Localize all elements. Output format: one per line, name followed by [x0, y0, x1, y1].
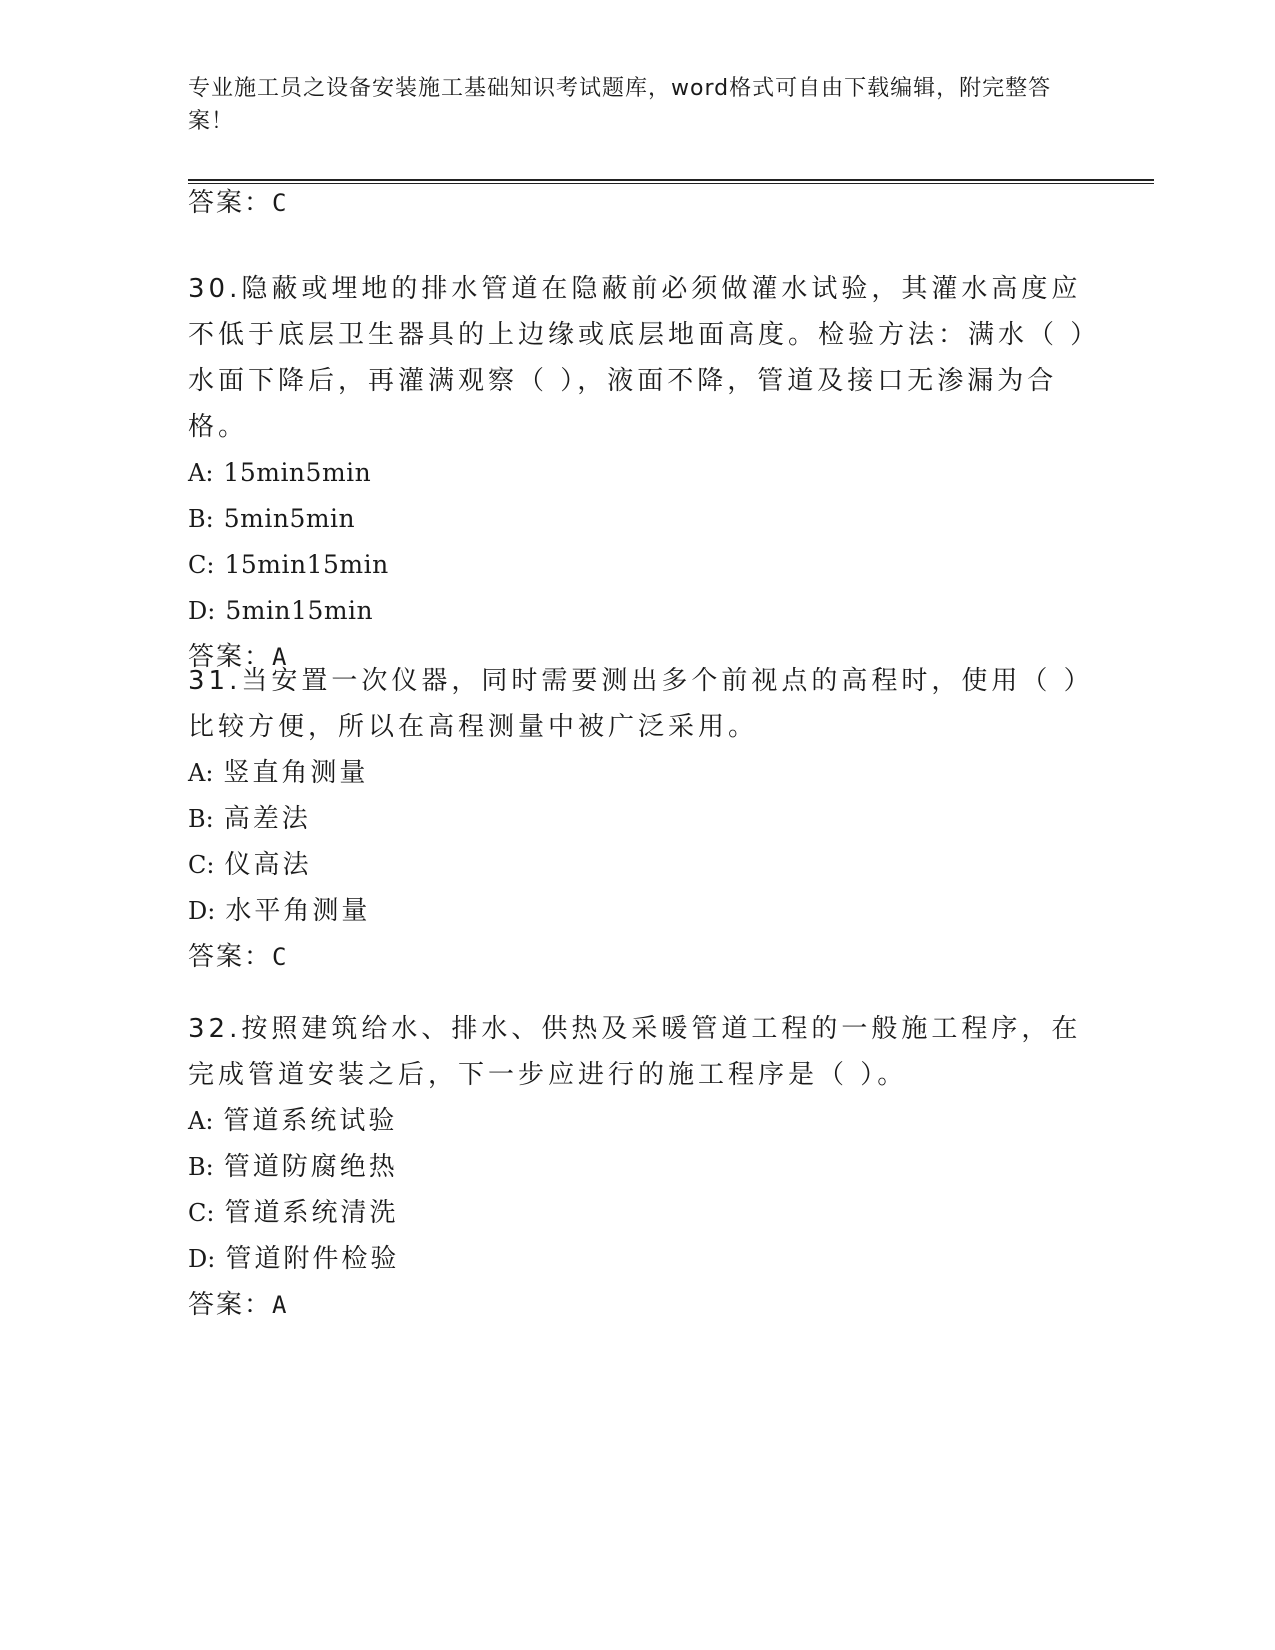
option-letter: C: — [188, 551, 215, 579]
question-stem: 32.按照建筑给水、排水、供热及采暖管道工程的一般施工程序，在完成管道安装之后，下一步应进行的施工程序是（ ）。 — [188, 1014, 1082, 1090]
option-text: 15min15min — [224, 550, 389, 579]
option-b — [188, 1144, 1088, 1190]
option-text: 5min5min — [223, 504, 356, 533]
page-header: 专业施工员之设备安装施工基础知识考试题库，word格式可自由下载编辑，附完整答案！ — [188, 76, 1052, 134]
option-text: 管道附件检验 — [225, 1244, 400, 1274]
option-text: 仪高法 — [224, 850, 312, 880]
option-text: 5min15min — [225, 596, 374, 625]
option-d — [188, 888, 1088, 934]
question-answer — [188, 934, 1088, 980]
option-d — [188, 588, 1088, 634]
header-rule-thick — [188, 179, 1154, 181]
option-text: 竖直角测量 — [223, 758, 369, 788]
option-d — [188, 1236, 1088, 1282]
option-text: 水平角测量 — [225, 896, 371, 926]
answer-value: A — [272, 1291, 289, 1319]
answer-label: 答案： — [188, 1290, 273, 1320]
question-31 — [188, 658, 1088, 980]
answer-label: 答案： — [188, 942, 273, 972]
option-letter: A: — [188, 759, 214, 787]
answer-label: 答案： — [188, 642, 273, 672]
option-c — [188, 542, 1088, 588]
option-letter: C: — [188, 1199, 215, 1227]
option-letter: D: — [188, 1245, 216, 1273]
option-b — [188, 796, 1088, 842]
option-text: 管道防腐绝热 — [223, 1152, 398, 1182]
question-30 — [188, 266, 1088, 680]
answer-label: 答案： — [188, 188, 273, 218]
question-answer — [188, 1282, 1088, 1328]
answer-value: A — [272, 643, 289, 671]
option-text: 15min5min — [223, 458, 372, 487]
answer-value: C — [272, 189, 289, 217]
option-text: 管道系统清洗 — [224, 1198, 399, 1228]
option-letter: B: — [188, 505, 214, 533]
answer-value: C — [272, 943, 289, 971]
option-text: 管道系统试验 — [223, 1106, 398, 1136]
option-c — [188, 842, 1088, 888]
option-a — [188, 750, 1088, 796]
option-letter: D: — [188, 897, 216, 925]
previous-answer — [188, 186, 288, 220]
option-letter: A: — [188, 1107, 214, 1135]
option-letter: D: — [188, 597, 216, 625]
option-b — [188, 496, 1088, 542]
option-a — [188, 1098, 1088, 1144]
option-a — [188, 450, 1088, 496]
option-text: 高差法 — [223, 804, 311, 834]
option-letter: B: — [188, 805, 214, 833]
option-letter: B: — [188, 1153, 214, 1181]
header-rule-thin — [188, 183, 1154, 184]
question-stem: 31.当安置一次仪器，同时需要测出多个前视点的高程时，使用（ ）比较方便，所以在高程测量中被广泛采用。 — [188, 666, 1081, 742]
option-letter: C: — [188, 851, 215, 879]
option-letter: A: — [188, 459, 214, 487]
question-stem: 30.隐蔽或埋地的排水管道在隐蔽前必须做灌水试验，其灌水高度应不低于底层卫生器具的上边缘或底层地面高度。检验方法：满水（ ）水面下降后，再灌满观察（ ），液面不降，管道及接口无渗漏为合格。 — [188, 274, 1088, 442]
question-32 — [188, 1006, 1088, 1328]
option-c — [188, 1190, 1088, 1236]
